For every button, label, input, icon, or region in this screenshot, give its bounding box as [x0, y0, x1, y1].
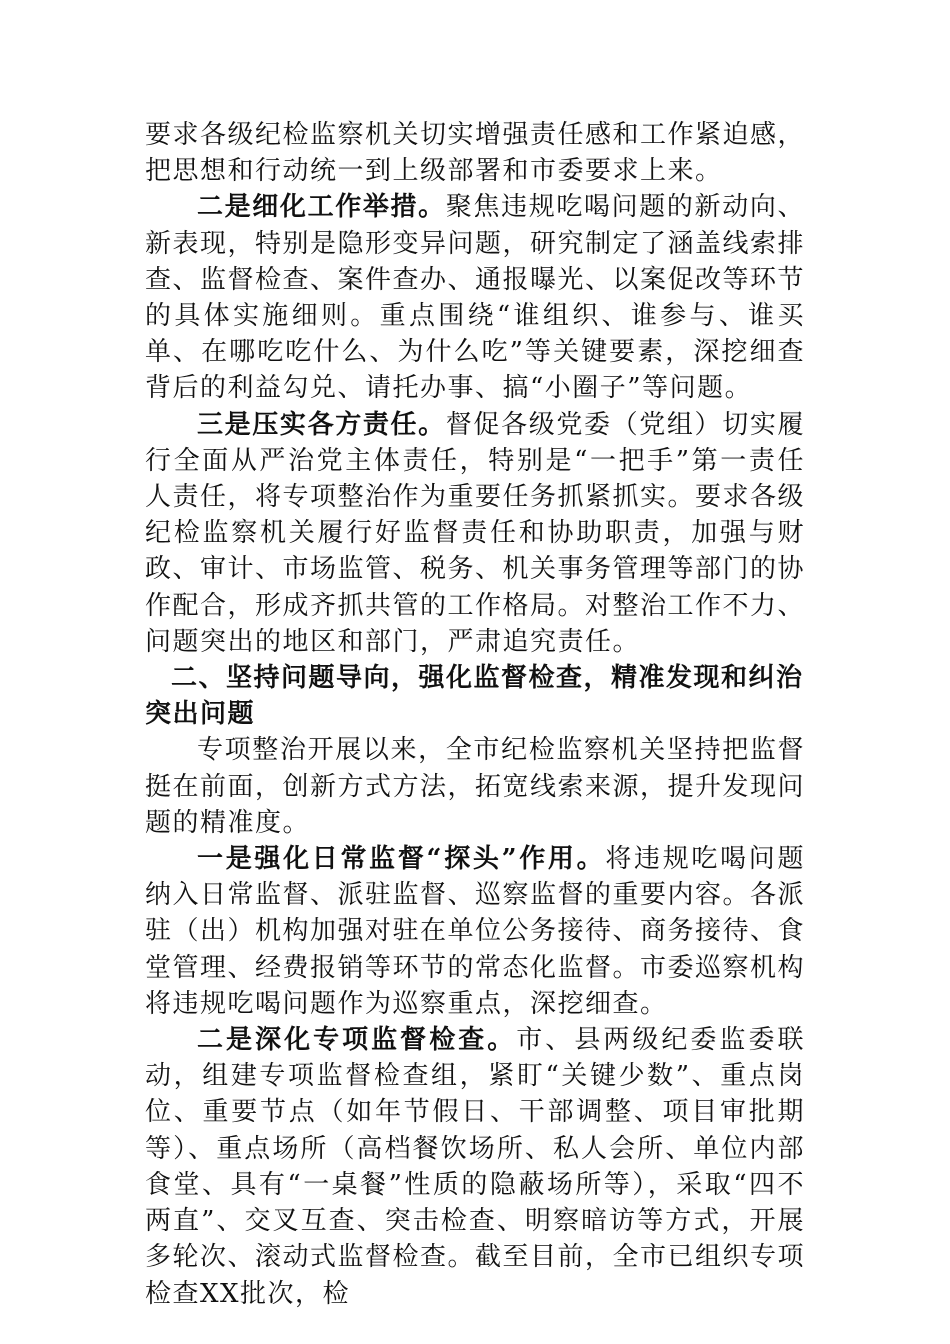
paragraph-intro: 专项整治开展以来，全市纪检监察机关坚持把监督挺在前面，创新方式方法，拓宽线索来源，提升发现问题的精准度。 [145, 735, 806, 838]
paragraph-daily-supervision [145, 841, 805, 1022]
paragraph-lead: 二是细化工作举措。 [197, 192, 446, 223]
section-heading: 二、坚持问题导向，强化监督检查，精准发现和纠治突出问题 [145, 663, 804, 730]
paragraph-responsibility [145, 407, 805, 660]
document-page [145, 117, 805, 1312]
paragraph-special-inspection [145, 1022, 805, 1312]
paragraph-body: 聚焦违规吃喝问题的新动向、新表现，特别是隐形变异问题，研究制定了涵盖线索排查、监督检查、案件查办、通报曝光、以案促改等环节的具体实施细则。重点围绕“谁组织、谁参与、谁买单、在哪吃吃什么、为什么吃”等关键要素，深挖细查背后的利益勾兑、请托办事、搞“小圈子”等问题。 [145, 192, 806, 404]
paragraph-refine-measures [145, 189, 805, 406]
paragraph-lead: 二是深化专项监督检查。 [197, 1025, 517, 1056]
paragraph-lead: 三是压实各方责任。 [197, 409, 446, 440]
paragraph-body: 将违规吃喝问题纳入日常监督、派驻监督、巡察监督的重要内容。各派驻（出）机构加强对驻在单位公务接待、商务接待、食堂管理、经费报销等环节的常态化监督。市委巡察机构将违规吃喝问题作为巡察重点，深挖细查。 [145, 844, 806, 1019]
paragraph-continuation: 要求各级纪检监察机关切实增强责任感和工作紧迫感，把思想和行动统一到上级部署和市委要求上来。 [145, 120, 806, 187]
paragraph-lead: 一是强化日常监督“探头”作用。 [197, 844, 606, 875]
paragraph-body: 督促各级党委（党组）切实履行全面从严治党主体责任，特别是“一把手”第一责任人责任，将专项整治作为重要任务抓紧抓实。要求各级纪检监察机关履行好监督责任和协助职责，加强与财政、审计、市场监管、税务、机关事务管理等部门的协作配合，形成齐抓共管的工作格局。对整治工作不力、问题突出的地区和部门，严肃追究责任。 [145, 409, 806, 657]
paragraph-body: 市、县两级纪委监委联动，组建专项监督检查组，紧盯“关键少数”、重点岗位、重要节点（如年节假日、干部调整、项目审批期等）、重点场所（高档餐饮场所、私人会所、单位内部食堂、具有“一桌餐”性质的隐蔽场所等），采取“四不两直”、交叉互查、突击检查、明察暗访等方式，开展多轮次、滚动式监督检查。截至目前，全市已组织专项检查XX批次，检 [145, 1025, 806, 1309]
